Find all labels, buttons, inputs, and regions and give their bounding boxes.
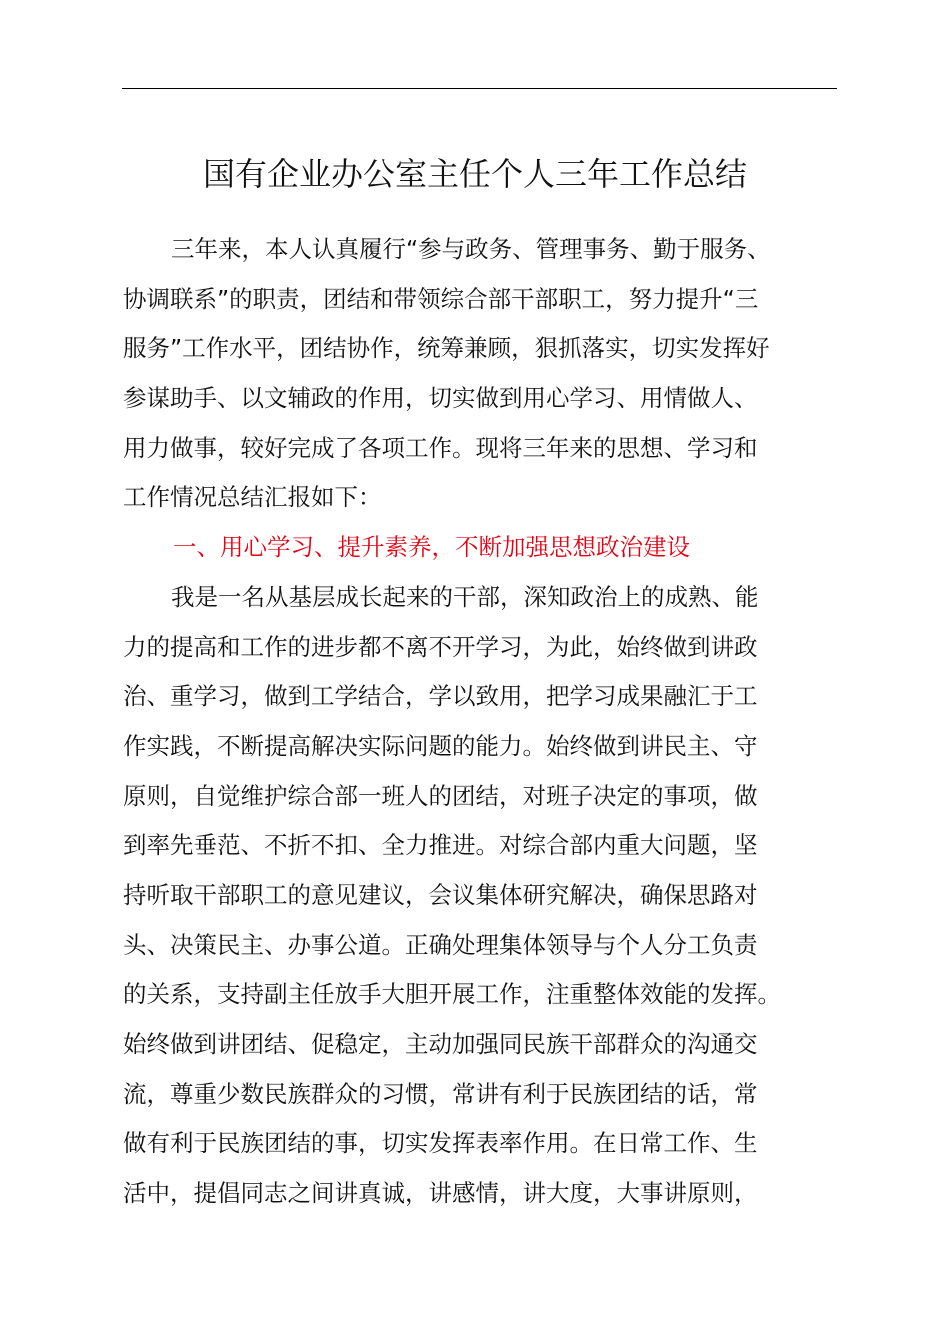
paragraph-line: 治、重学习，做到工学结合，学以致用，把学习成果融汇于工	[123, 682, 758, 711]
paragraph-line: 参谋助手、以文辅政的作用，切实做到用心学习、用情做人、	[123, 384, 758, 413]
section-heading: 一、用心学习、提升素养，不断加强思想政治建设	[173, 533, 690, 562]
paragraph-line: 用力做事，较好完成了各项工作。现将三年来的思想、学习和	[123, 433, 758, 462]
paragraph-line: 力的提高和工作的进步都不离不开学习，为此，始终做到讲政	[123, 632, 758, 661]
header-rule	[122, 88, 837, 89]
paragraph-line: 活中，提倡同志之间讲真诚，讲感情，讲大度，大事讲原则，	[123, 1179, 758, 1208]
document-body	[123, 225, 839, 1219]
paragraph-line: 工作情况总结汇报如下：	[123, 483, 382, 512]
paragraph-line: 服务”工作水平，团结协作，统筹兼顾，狠抓落实，切实发挥好	[123, 334, 770, 363]
document-title: 国有企业办公室主任个人三年工作总结	[202, 155, 747, 193]
paragraph-line: 始终做到讲团结、促稳定，主动加强同民族干部群众的沟通交	[123, 1030, 758, 1058]
paragraph-line: 持听取干部职工的意见建议，会议集体研究解决，确保思路对	[123, 880, 758, 909]
paragraph-line: 原则，自觉维护综合部一班人的团结，对班子决定的事项，做	[123, 781, 758, 810]
paragraph-line: 做有利于民族团结的事，切实发挥表率作用。在日常工作、生	[123, 1129, 758, 1158]
paragraph-line: 到率先垂范、不折不扣、全力推进。对综合部内重大问题，坚	[123, 831, 758, 860]
paragraph-line: 流，尊重少数民族群众的习惯，常讲有利于民族团结的话，常	[123, 1079, 758, 1108]
paragraph-line: 作实践，不断提高解决实际问题的能力。始终做到讲民主、守	[123, 731, 758, 760]
paragraph-line: 协调联系”的职责，团结和带领综合部干部职工，努力提升“三	[123, 284, 759, 313]
paragraph-line: 三年来，本人认真履行“参与政务、管理事务、勤于服务、	[171, 235, 771, 263]
paragraph-line: 我是一名从基层成长起来的干部，深知政治上的成熟、能	[171, 582, 759, 611]
paragraph-line: 头、决策民主、办事公道。正确处理集体领导与个人分工负责	[123, 930, 758, 959]
paragraph-line: 的关系，支持副主任放手大胆开展工作，注重整体效能的发挥。	[123, 980, 781, 1009]
